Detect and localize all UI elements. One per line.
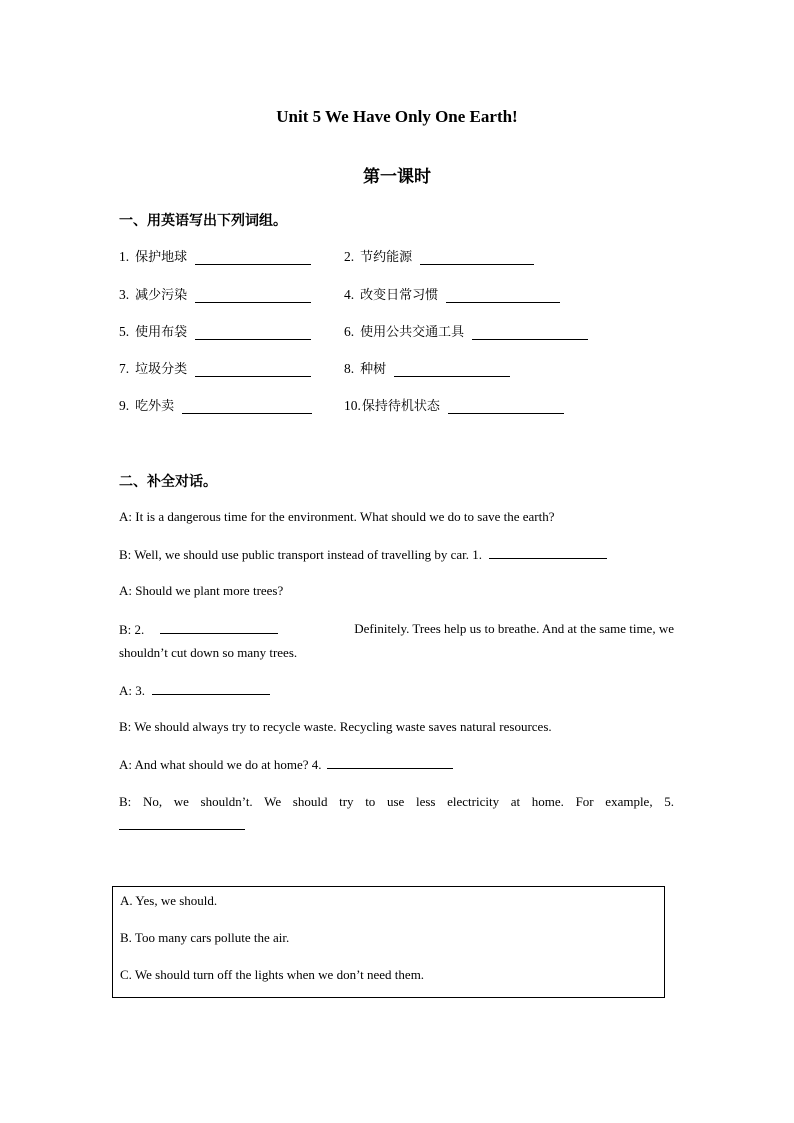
answer-blank-5[interactable] (119, 817, 245, 830)
dialogue-text: B: Well, we should use public transport instead of travelling by car. 1. (119, 547, 483, 562)
answer-blank-2[interactable] (160, 621, 278, 634)
answer-blank[interactable] (472, 327, 588, 340)
answer-blank-3[interactable] (152, 682, 270, 695)
section1-heading: 一、用英语写出下列词组。 (119, 213, 287, 229)
item-number: 4. (344, 287, 355, 302)
item-text: 吃外卖 (135, 399, 175, 414)
dialogue-line (119, 756, 453, 773)
item-text: 种树 (360, 362, 387, 377)
answer-blank-4[interactable] (327, 756, 453, 769)
item-number: 2. (344, 249, 355, 264)
answer-options-box (112, 886, 665, 998)
dialogue-line-continued: shouldn’t cut down so many trees. (119, 645, 298, 660)
dialogue-text: Definitely. Trees help us to breathe. And at the same time, we (354, 621, 674, 636)
dialogue-line (119, 682, 270, 699)
dialogue-text: A: And what should we do at home? 4. (119, 757, 322, 772)
dialogue-line-continued (119, 817, 245, 835)
option-b: B. Too many cars pollute the air. (120, 930, 290, 945)
answer-blank[interactable] (182, 401, 312, 414)
option-a: A. Yes, we should. (120, 893, 218, 908)
dialogue-text (119, 621, 278, 638)
vocab-item (119, 284, 311, 303)
dialogue-speaker-number: B: 2. (119, 622, 145, 637)
option-c: C. We should turn off the lights when we don’t need them. (120, 967, 425, 982)
item-number: 3. (119, 287, 130, 302)
page-title: Unit 5 We Have Only One Earth! (276, 107, 518, 126)
dialogue-line: A: It is a dangerous time for the environment. What should we do to save the earth? (119, 509, 555, 524)
answer-blank[interactable] (446, 290, 560, 303)
vocab-item (119, 321, 311, 340)
item-number: 10. (344, 398, 361, 413)
item-text: 垃圾分类 (135, 362, 188, 377)
vocab-item (119, 246, 311, 265)
vocab-item (119, 358, 311, 377)
item-number: 7. (119, 361, 130, 376)
item-text: 保护地球 (135, 250, 188, 265)
dialogue-line: B: No, we shouldn’t. We should try to use less electricity at home. For example, 5. (119, 794, 674, 809)
answer-blank[interactable] (420, 252, 534, 265)
vocab-item (344, 395, 564, 414)
vocab-item (344, 284, 560, 303)
dialogue-text: A: 3. (119, 683, 145, 698)
item-number: 5. (119, 324, 130, 339)
item-number: 6. (344, 324, 355, 339)
item-text: 使用公共交通工具 (360, 325, 465, 340)
answer-blank[interactable] (195, 327, 311, 340)
vocab-item (344, 246, 534, 265)
lesson-subtitle: 第一课时 (363, 167, 431, 186)
item-number: 9. (119, 398, 130, 413)
item-text: 改变日常习惯 (360, 288, 439, 303)
vocab-item (344, 358, 510, 377)
item-text: 保持待机状态 (361, 399, 440, 414)
dialogue-line (119, 621, 674, 638)
dialogue-line: B: We should always try to recycle waste. Recycling waste saves natural resources. (119, 719, 552, 734)
answer-blank[interactable] (394, 364, 510, 377)
item-number: 8. (344, 361, 355, 376)
answer-blank[interactable] (195, 252, 311, 265)
answer-blank[interactable] (195, 364, 311, 377)
vocab-item (344, 321, 588, 340)
item-number: 1. (119, 249, 130, 264)
answer-blank-1[interactable] (489, 546, 607, 559)
item-text: 节约能源 (360, 250, 413, 265)
vocab-item (119, 395, 312, 414)
section2-heading: 二、补全对话。 (119, 474, 217, 490)
dialogue-line (119, 546, 607, 563)
answer-blank[interactable] (195, 290, 311, 303)
item-text: 减少污染 (135, 288, 188, 303)
answer-blank[interactable] (448, 401, 564, 414)
item-text: 使用布袋 (135, 325, 188, 340)
dialogue-line: A: Should we plant more trees? (119, 583, 284, 598)
